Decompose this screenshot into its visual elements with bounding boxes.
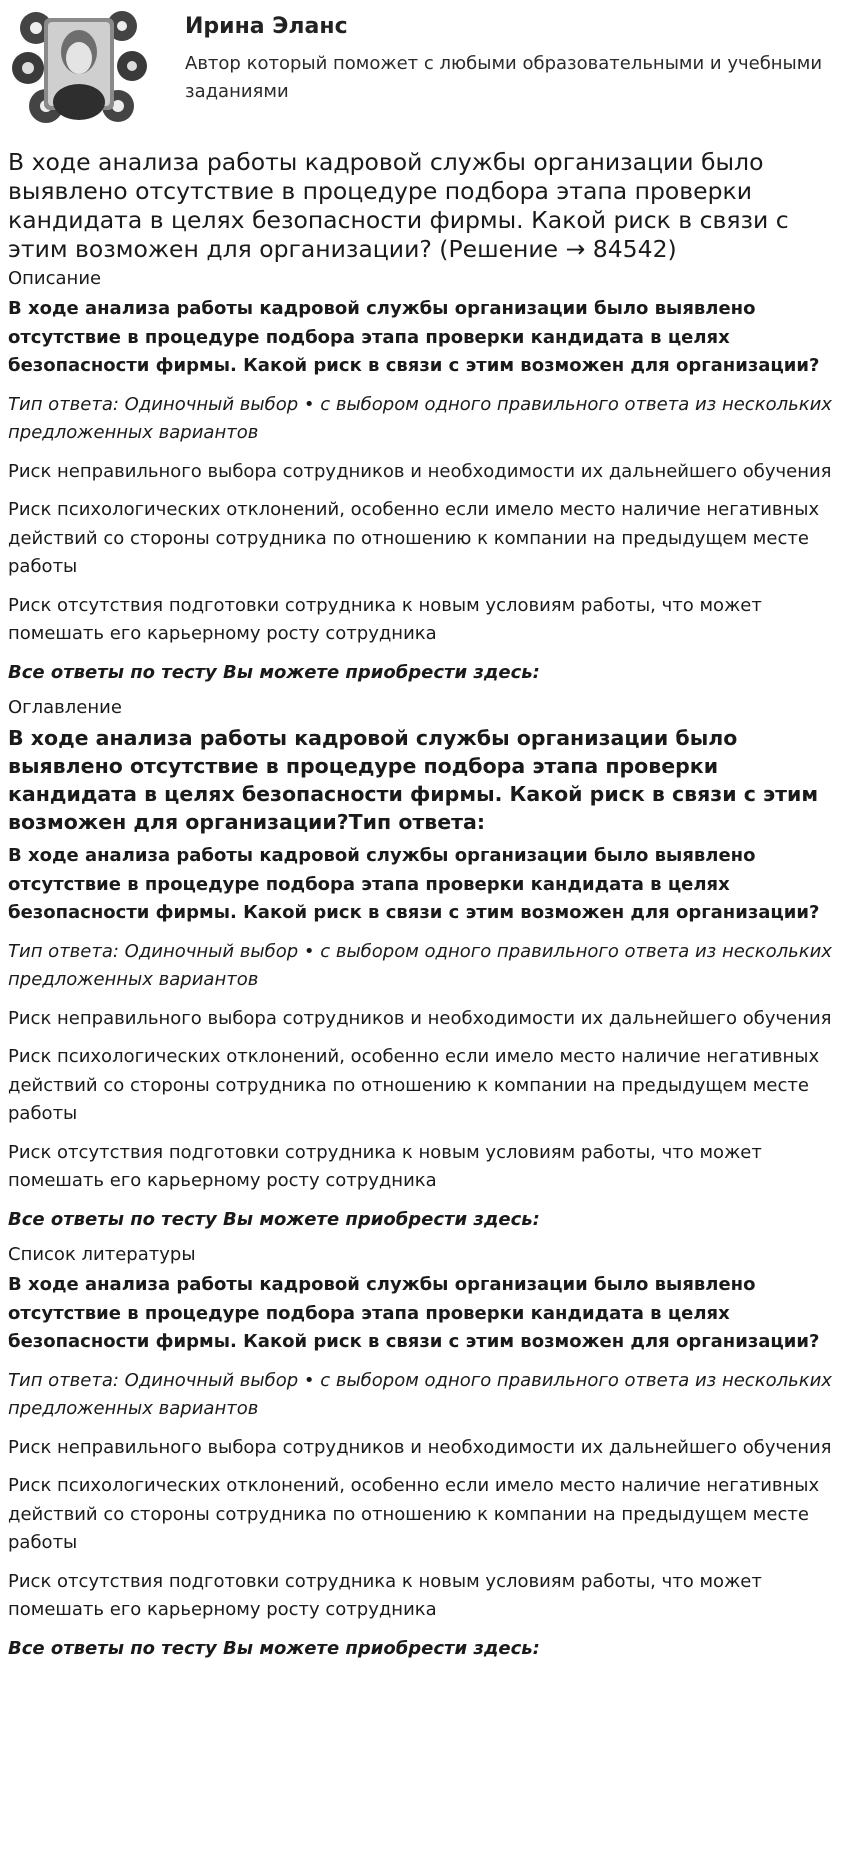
answer-type: Тип ответа: Одиночный выбор • с выбором одного правильного ответа из нескольких предложенных вариантов bbox=[8, 1369, 832, 1419]
toc-heading: В ходе анализа работы кадровой службы организации было выявлено отсутствие в процедуре подбора этапа проверки кандидата в целях безопасности фирмы. Какой риск в связи с этим возможен для организации?Тип ответа: bbox=[8, 726, 819, 834]
buy-answers-text: Все ответы по тесту Вы можете приобрести здесь: bbox=[8, 661, 540, 683]
person-portrait-icon bbox=[48, 22, 110, 120]
author-avatar bbox=[6, 6, 152, 126]
section-toc bbox=[8, 697, 833, 1234]
answer-option: Риск психологических отклонений, особенно если имело место наличие негативных действий со стороны сотрудника по отношению к компании на предыдущем месте работы bbox=[8, 499, 820, 577]
author-name: Ирина Эланс bbox=[185, 14, 348, 39]
answer-option: Риск отсутствия подготовки сотрудника к новым условиям работы, что может помешать его карьерному росту сотрудника bbox=[8, 1141, 762, 1191]
section-label: Описание bbox=[8, 268, 102, 289]
answer-option: Риск неправильного выбора сотрудников и необходимости их дальнейшего обучения bbox=[8, 1436, 832, 1458]
question-text: В ходе анализа работы кадровой службы организации было выявлено отсутствие в процедуре подбора этапа проверки кандидата в целях безопасности фирмы. Какой риск в связи с этим возможен для организации? bbox=[8, 845, 820, 923]
buy-answers-text: Все ответы по тесту Вы можете приобрести здесь: bbox=[8, 1208, 540, 1230]
section-description bbox=[8, 268, 833, 687]
buy-answers-text: Все ответы по тесту Вы можете приобрести здесь: bbox=[8, 1637, 540, 1659]
main-content bbox=[8, 148, 833, 1673]
answer-option: Риск отсутствия подготовки сотрудника к новым условиям работы, что может помешать его карьерному росту сотрудника bbox=[8, 1570, 762, 1620]
author-header bbox=[0, 0, 847, 140]
answer-option: Риск отсутствия подготовки сотрудника к новым условиям работы, что может помешать его карьерному росту сотрудника bbox=[8, 594, 762, 644]
answer-option: Риск психологических отклонений, особенно если имело место наличие негативных действий со стороны сотрудника по отношению к компании на предыдущем месте работы bbox=[8, 1475, 820, 1553]
answer-option: Риск неправильного выбора сотрудников и необходимости их дальнейшего обучения bbox=[8, 1007, 832, 1029]
answer-type: Тип ответа: Одиночный выбор • с выбором одного правильного ответа из нескольких предложенных вариантов bbox=[8, 940, 832, 990]
answer-option: Риск неправильного выбора сотрудников и необходимости их дальнейшего обучения bbox=[8, 460, 832, 482]
section-label: Оглавление bbox=[8, 697, 122, 718]
answer-option: Риск психологических отклонений, особенно если имело место наличие негативных действий со стороны сотрудника по отношению к компании на предыдущем месте работы bbox=[8, 1046, 820, 1124]
page-title: В ходе анализа работы кадровой службы организации было выявлено отсутствие в процедуре подбора этапа проверки кандидата в целях безопасности фирмы. Какой риск в связи с этим возможен для организации? (Решение → 84542) bbox=[8, 148, 789, 263]
section-label: Список литературы bbox=[8, 1244, 196, 1265]
answer-type: Тип ответа: Одиночный выбор • с выбором одного правильного ответа из нескольких предложенных вариантов bbox=[8, 393, 832, 443]
question-text: В ходе анализа работы кадровой службы организации было выявлено отсутствие в процедуре подбора этапа проверки кандидата в целях безопасности фирмы. Какой риск в связи с этим возможен для организации? bbox=[8, 1274, 820, 1352]
section-references bbox=[8, 1244, 833, 1663]
question-text: В ходе анализа работы кадровой службы организации было выявлено отсутствие в процедуре подбора этапа проверки кандидата в целях безопасности фирмы. Какой риск в связи с этим возможен для организации? bbox=[8, 298, 820, 376]
author-description: Автор который поможет с любыми образовательными и учебными заданиями bbox=[185, 53, 823, 102]
